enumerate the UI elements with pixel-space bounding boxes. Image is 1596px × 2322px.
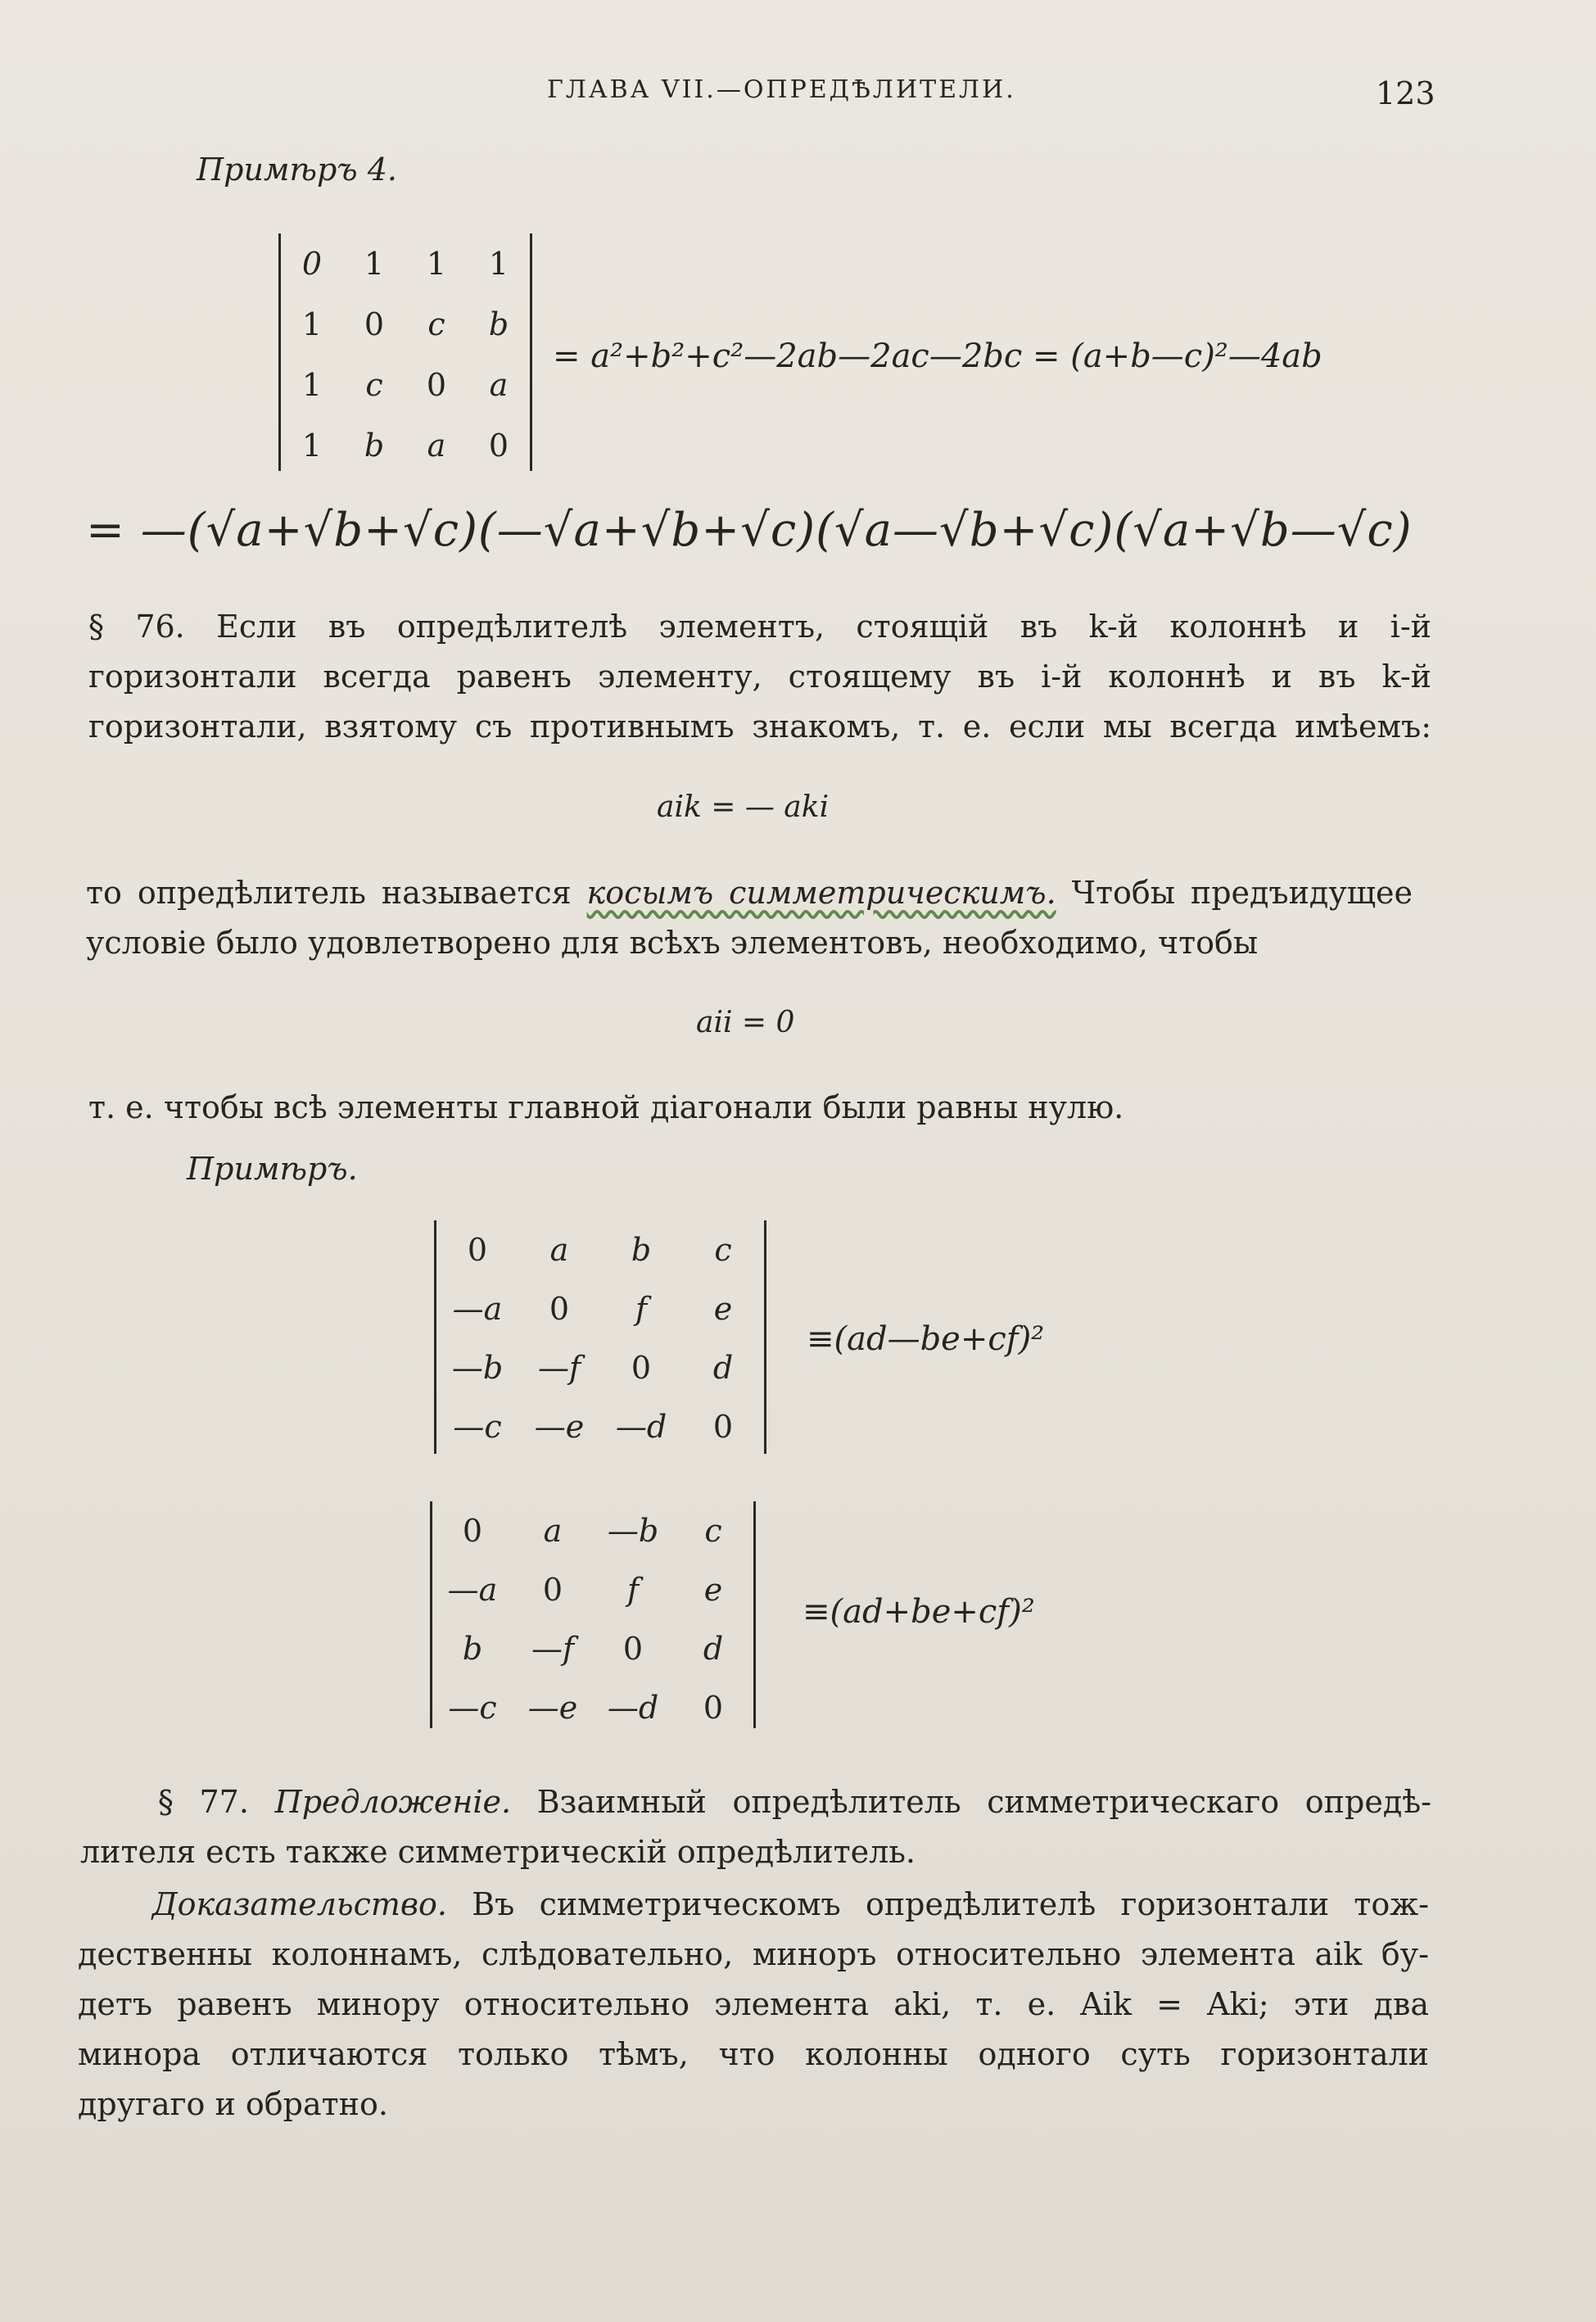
matrix-cell: —c — [448, 1690, 497, 1726]
matrix-cell: —e — [527, 1690, 578, 1726]
text-line: минора отличаются только тѣмъ, что колонны одного суть горизонтали — [78, 2036, 1429, 2072]
matrix-cell: —b — [607, 1513, 659, 1549]
determinant-grid — [436, 1220, 764, 1456]
matrix-cell: 1 — [426, 246, 447, 282]
text-fragment: Взаимный опредѣлитель симметрическаго опредѣ- — [511, 1784, 1431, 1820]
text-line — [80, 1777, 1431, 1827]
proposition-label: Предложеніе. — [274, 1784, 512, 1820]
text-line: детъ равенъ минору относительно элемента aki, т. е. Aik = Aki; эти два — [78, 1986, 1429, 2022]
matrix-cell: 0 — [301, 246, 323, 282]
text-line: § 76. Если въ опредѣлителѣ элементъ, стоящій въ k-й колоннѣ и i-й — [88, 609, 1431, 645]
matrix-cell: b — [631, 1232, 652, 1268]
matrix-cell: —e — [534, 1409, 585, 1445]
matrix-cell: 0 — [364, 306, 385, 342]
skew-determinant-1-value: ≡(ad—be+cf)² — [807, 1320, 1045, 1358]
matrix-cell: —c — [453, 1409, 502, 1445]
matrix-cell: b — [364, 428, 385, 464]
matrix-cell: 0 — [703, 1690, 724, 1726]
matrix-cell: —a — [452, 1291, 503, 1327]
matrix-cell: d — [712, 1350, 734, 1386]
text-line: горизонтали всегда равенъ элементу, стоящему въ i-й колоннѣ и въ k-й — [88, 659, 1431, 695]
skew-determinant-2-value: ≡(ad+be+cf)² — [803, 1593, 1035, 1631]
diagonal-conclusion: т. е. чтобы всѣ элементы главной діагонали были равны нулю. — [88, 1089, 1124, 1125]
matrix-cell: c — [714, 1232, 732, 1268]
skew-symmetry-equation: aik = — aki — [657, 790, 830, 824]
section-77-paragraph — [80, 1777, 1431, 1877]
matrix-cell: f — [635, 1291, 648, 1327]
example-label: Примѣръ. — [187, 1151, 358, 1187]
matrix-cell: d — [703, 1631, 724, 1667]
text-line — [78, 1880, 1429, 1930]
matrix-cell: b — [462, 1631, 483, 1667]
example-4-expansion: = a²+b²+c²—2ab—2ac—2bc = (a+b—c)²—4ab — [553, 337, 1322, 375]
matrix-cell: 1 — [301, 367, 323, 403]
matrix-cell: —a — [447, 1572, 498, 1608]
matrix-cell: 0 — [426, 367, 447, 403]
example-4-label: Примѣръ 4. — [197, 152, 397, 188]
determinant-example-4 — [278, 233, 532, 471]
text-line: условіе было удовлетворено для всѣхъ элементовъ, необходимо, чтобы — [86, 925, 1259, 961]
matrix-cell: a — [543, 1513, 563, 1549]
text-line: дественны колоннамъ, слѣдовательно, миноръ относительно элемента aik бу- — [78, 1936, 1429, 1972]
matrix-cell: 0 — [488, 428, 509, 464]
matrix-cell: —f — [531, 1631, 575, 1667]
matrix-cell: —f — [537, 1350, 581, 1386]
matrix-cell: c — [427, 306, 445, 342]
example-4-factorization: = —(√a+√b+√c)(—√a+√b+√c)(√a—√b+√c)(√a+√b—√c) — [86, 504, 1413, 557]
proof-paragraph — [78, 1880, 1429, 2130]
matrix-cell: —d — [607, 1690, 659, 1726]
matrix-cell: —b — [451, 1350, 504, 1386]
section-number: § 77. — [157, 1784, 249, 1820]
determinant-grid — [281, 233, 530, 476]
defined-term: косымъ симметрическимъ. — [586, 875, 1056, 911]
text-line: другаго и обратно. — [78, 2086, 388, 2122]
matrix-cell: e — [713, 1291, 733, 1327]
matrix-cell: a — [549, 1232, 569, 1268]
matrix-cell: 1 — [488, 246, 509, 282]
matrix-cell: b — [488, 306, 509, 342]
text-line — [86, 868, 1413, 918]
matrix-cell: a — [427, 428, 446, 464]
text-line: лителя есть также симметрическій опредѣлитель. — [80, 1834, 916, 1870]
matrix-cell: 0 — [622, 1631, 644, 1667]
text-fragment: то опредѣлитель называется — [86, 875, 587, 911]
matrix-cell: 0 — [549, 1291, 570, 1327]
skew-determinant-1 — [434, 1220, 766, 1454]
matrix-cell: 1 — [301, 428, 323, 464]
skew-determinant-2 — [430, 1501, 756, 1728]
matrix-cell: —d — [615, 1409, 667, 1445]
matrix-cell: 0 — [467, 1232, 488, 1268]
diagonal-zero-equation: aii = 0 — [696, 1006, 795, 1039]
matrix-cell: e — [703, 1572, 723, 1608]
matrix-cell: f — [626, 1572, 640, 1608]
matrix-cell: 0 — [712, 1409, 734, 1445]
matrix-cell: 0 — [462, 1513, 483, 1549]
proof-label: Доказательство. — [151, 1886, 447, 1922]
chapter-header: ГЛАВА VII.—ОПРЕДѢЛИТЕЛИ. — [547, 75, 1016, 104]
page-number: 123 — [1376, 75, 1435, 111]
text-fragment: Въ симметрическомъ опредѣлителѣ горизонтали тож- — [447, 1886, 1429, 1922]
text-line: горизонтали, взятому съ противнымъ знакомъ, т. е. если мы всегда имѣемъ: — [88, 708, 1431, 745]
text-fragment: Чтобы предъидущее — [1056, 875, 1413, 911]
matrix-cell: 0 — [542, 1572, 563, 1608]
matrix-cell: c — [704, 1513, 722, 1549]
section-76-definition — [86, 868, 1413, 968]
matrix-cell: 0 — [631, 1350, 652, 1386]
matrix-cell: 1 — [301, 306, 323, 342]
matrix-cell: 1 — [364, 246, 385, 282]
section-76-paragraph — [88, 602, 1431, 752]
matrix-cell: a — [489, 367, 509, 403]
determinant-grid — [432, 1501, 753, 1737]
matrix-cell: c — [365, 367, 383, 403]
